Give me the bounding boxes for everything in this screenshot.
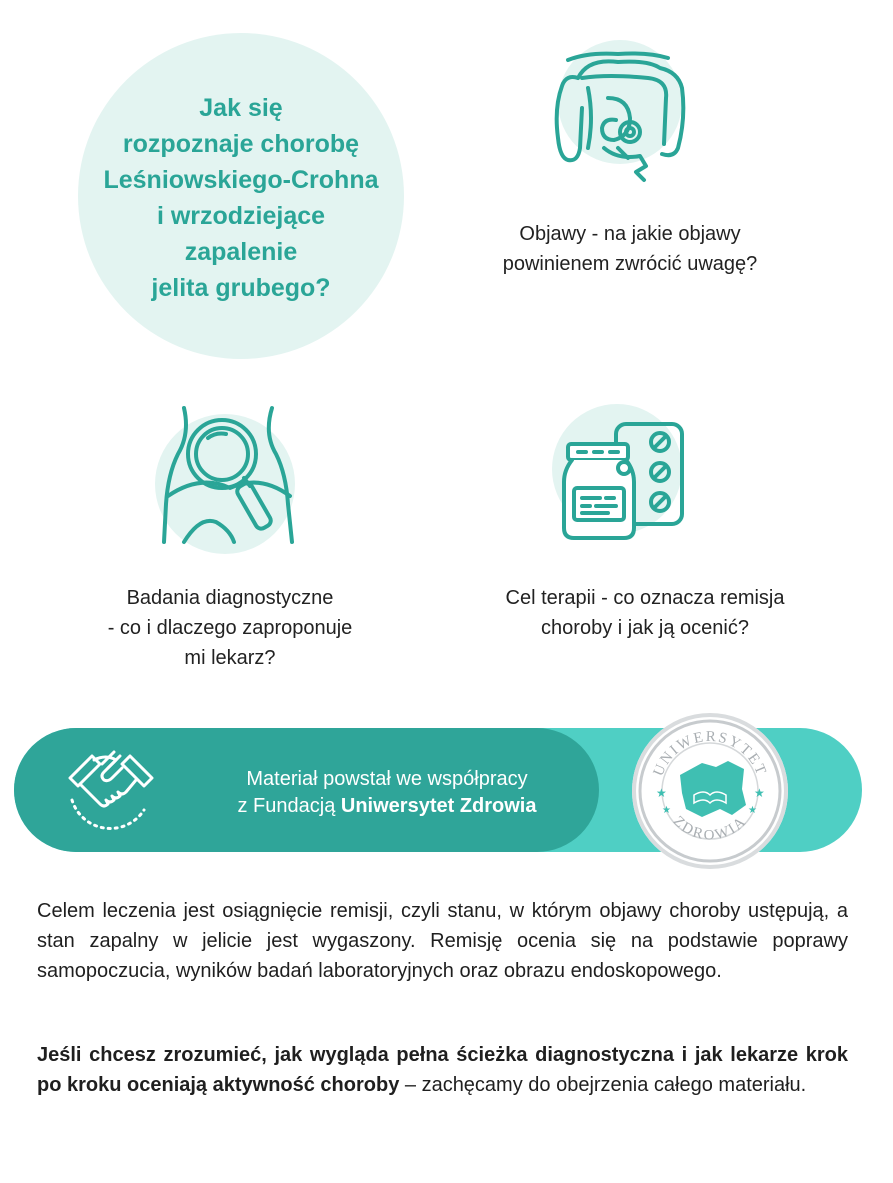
svg-text:★: ★: [748, 805, 757, 816]
university-seal: [632, 713, 788, 869]
banner-text: [192, 766, 582, 820]
intestine-icon: [548, 48, 694, 188]
hero-title: Jak się rozpoznaje chorobę Leśniowskiego-Crohna i wrzodziejące zapalenie jelita grubego?: [103, 94, 379, 302]
therapy-caption: Cel terapii - co oznacza remisja choroby i jak ją ocenić?: [505, 587, 785, 639]
seal-bottom-text: ZDROWIA: [669, 813, 751, 844]
invitation-bold-text: Jeśli chcesz zrozumieć, jak wygląda pełna ścieżka diagnostyczna i jak lekarze krok po kroku oceniają aktywność choroby: [37, 1044, 848, 1096]
symptoms-caption: Objawy - na jakie objawy powinienem zwrócić uwagę?: [502, 223, 758, 275]
invitation-paragraph: [37, 1040, 848, 1100]
svg-text:★: ★: [754, 786, 765, 800]
treatment-goal-paragraph: Celem leczenia jest osiągnięcie remisji, czyli stanu, w którym objawy choroby ustępują, a stan zapalny w jelicie jest wygaszony. Remisję ocenia się na podstawie poprawy samopoczucia, wyników badań laboratoryjnych oraz obrazu endoskopowego.: [37, 900, 848, 982]
seal-top-text: UNIWERSYTET: [650, 728, 770, 779]
seal-graphic: [632, 713, 788, 869]
svg-text:★: ★: [656, 786, 667, 800]
invitation-rest-text: – zachęcamy do obejrzenia całego materiału.: [399, 1074, 807, 1096]
banner-line-1: Materiał powstał we współpracy: [246, 768, 528, 790]
svg-text:★: ★: [662, 805, 671, 816]
banner-line-2: [192, 793, 582, 820]
handshake-icon: [66, 750, 158, 832]
magnifier-abdomen-icon: [160, 404, 300, 546]
diagnostics-caption: Badania diagnostyczne - co i dlaczego zaproponuje mi lekarz?: [107, 587, 353, 669]
medication-icon: [560, 420, 690, 544]
banner-line-2-prefix: z Fundacją: [237, 795, 341, 817]
foundation-name: Uniwersytet Zdrowia: [340, 795, 537, 817]
